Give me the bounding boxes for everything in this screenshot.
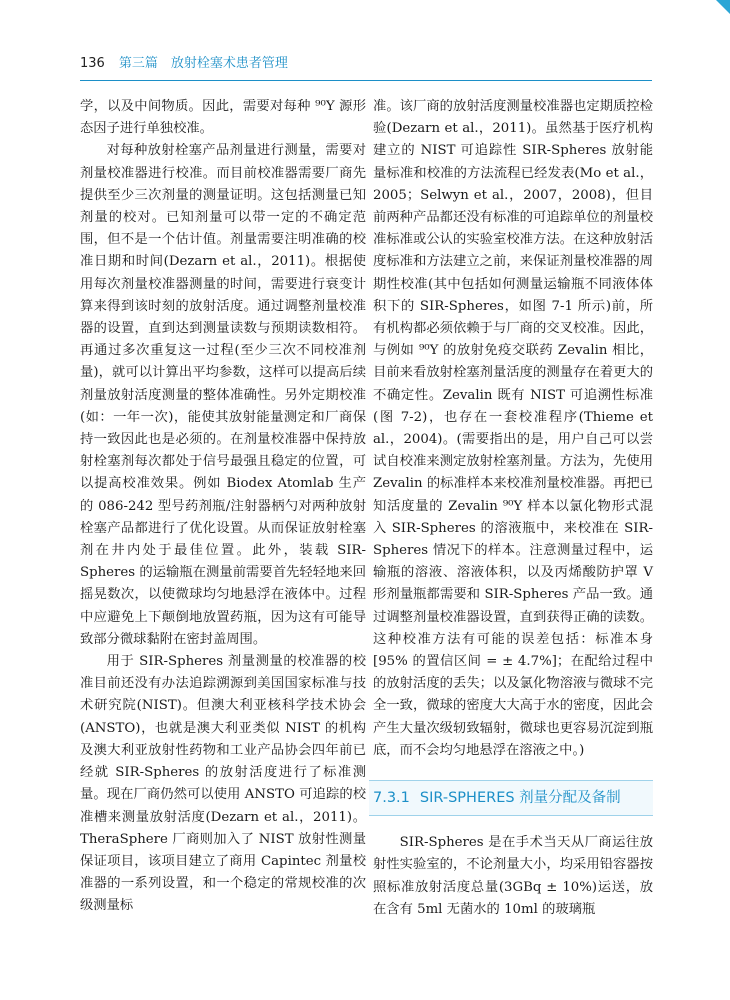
- paragraph: 学，以及中间物质。因此，需要对每种 ⁹⁰Y 源形态因子进行单独校准。: [80, 99, 366, 137]
- section-heading-number: 7.3.1: [373, 790, 410, 807]
- section-heading-title: SIR-SPHERES 剂量分配及备制: [419, 790, 621, 807]
- paragraph: SIR-Spheres 是在手术当天从厂商运往放射性实验室的，不论剂量大小，均采用铅容器按照标准放射活度总量(3GBq ± 10%)运送，放在含有 5ml 无菌水的 10ml 的玻璃瓶: [373, 835, 653, 917]
- paragraph: 用于 SIR-Spheres 剂量测量的校准器的校准目前还没有办法追踪溯源到美国国家标准与技术研究院(NIST)。但澳大利亚核科学技术协会(ANSTO)，也就是澳大利亚类似 NIST 的机构及澳大利亚放射性药物和工业产品协会四年前已经就 SIR-Spheres 的放射活度进行了标准测量。现在厂商仍然可以使用 ANSTO 可追踪的校准槽来测量放射活度(Dezarn et al.，2011)。TheraSphere 厂商则加入了 NIST 放射性测量保证项目，该项目建立了商用 Capintec 剂量校准器的一系列设置，和一个稳定的常规校准的次级测量标: [80, 654, 366, 914]
- left-column: [80, 96, 366, 918]
- paragraph: 对每种放射栓塞产品剂量进行测量，需要对剂量校准器进行校准。而目前校准器需要厂商先提供至少三次剂量的测量证明。这包括测量已知剂量的校对。已知剂量可以带一定的不确定范围，但不是一个估计值。剂量需要注明准确的校准日期和时间(Dezarn et al.，2011)。根据使用每次剂量校准器测量的时间，需要进行衰变计算来得到该时刻的放射活度。通过调整剂量校准器的设置，直到达到测量读数与预期读数相符。再通过多次重复这一过程(至少三次不同校准剂量)，就可以计算出平均参数，这样可以提高后续剂量放射活度测量的整体准确性。另外定期校准(如：一年一次)，能使其放射能量测定和厂商保持一致因此也是必须的。在剂量校准器中保持放射栓塞剂每次都处于信号最强且稳定的位置，可以提高校准效果。例如 Biodex Atomlab 生产的 086-242 型号药剂瓶/注射器柄勺对两种放射栓塞产品都进行了优化设置。从而保证放射栓塞剂在井内处于最佳位置。此外，装载 SIR-Spheres 的运输瓶在测量前需要首先轻轻地来回摇晃数次，以使微球均匀地悬浮在液体中。过程中应避免上下颠倒地放置药瓶，因为这有可能导致部分微球黏附在密封盖周围。: [80, 143, 366, 647]
- running-section-title: 第三篇 放射栓塞术患者管理: [118, 56, 288, 71]
- page-number: 136: [80, 56, 105, 71]
- paragraph: 准。该厂商的放射活度测量校准器也定期质控检验(Dezarn et al.，2011)。虽然基于医疗机构建立的 NIST 可追踪性 SIR-Spheres 放射能量标准和校准的方法流程已经发表(Mo et al.，2005；Selwyn et al.，2007，2008)，但目前两种产品都还没有标准的可追踪单位的剂量校准标准或公认的实验室校准方法。在这种放射活度标准和方法建立之前，来保证剂量校准器的周期性校准(其中包括如何测量运输瓶不同液体体积下的 SIR-Spheres，如图 7-1 所示)前，所有机构都必须依赖于与厂商的交叉校准。因此，与例如 ⁹⁰Y 的放射免疫交联药 Zevalin 相比，目前来看放射栓塞剂量活度的测量存在着更大的不确定性。Zevalin 既有 NIST 可追溯性标准(图 7-2)，也存在一套校准程序(Thieme et al.，2004)。(需要指出的是，用户自己可以尝试自校准来测定放射栓塞剂量。方法为，先使用 Zevalin 的标准样本来校准剂量校准器。再把已知活度量的 Zevalin ⁹⁰Y 样本以氯化物形式混入 SIR-Spheres 的溶液瓶中，来校准在 SIR-Spheres 情况下的样本。注意测量过程中，运输瓶的溶液、溶液体积，以及丙烯酸防护罩 V 形剂量瓶都需要和 SIR-Spheres 产品一致。通过调整剂量校准器设置，直到获得正确的读数。这种校准方法有可能的误差包括：标准本身[95% 的置信区间 = ± 4.7%]；在配给过程中的放射活度的丢失；以及氯化物溶液与微球不完全一致，微球的密度大大高于水的密度，因此会产生大量次级轫致辐射，微球也更容易沉淀到瓶底，而不会均匀地悬浮在溶液之中。): [373, 99, 653, 758]
- running-header: [80, 52, 652, 74]
- section-heading: [369, 780, 653, 816]
- corner-accent: [716, 0, 730, 14]
- header-rule: [80, 80, 652, 81]
- right-column: [373, 96, 653, 921]
